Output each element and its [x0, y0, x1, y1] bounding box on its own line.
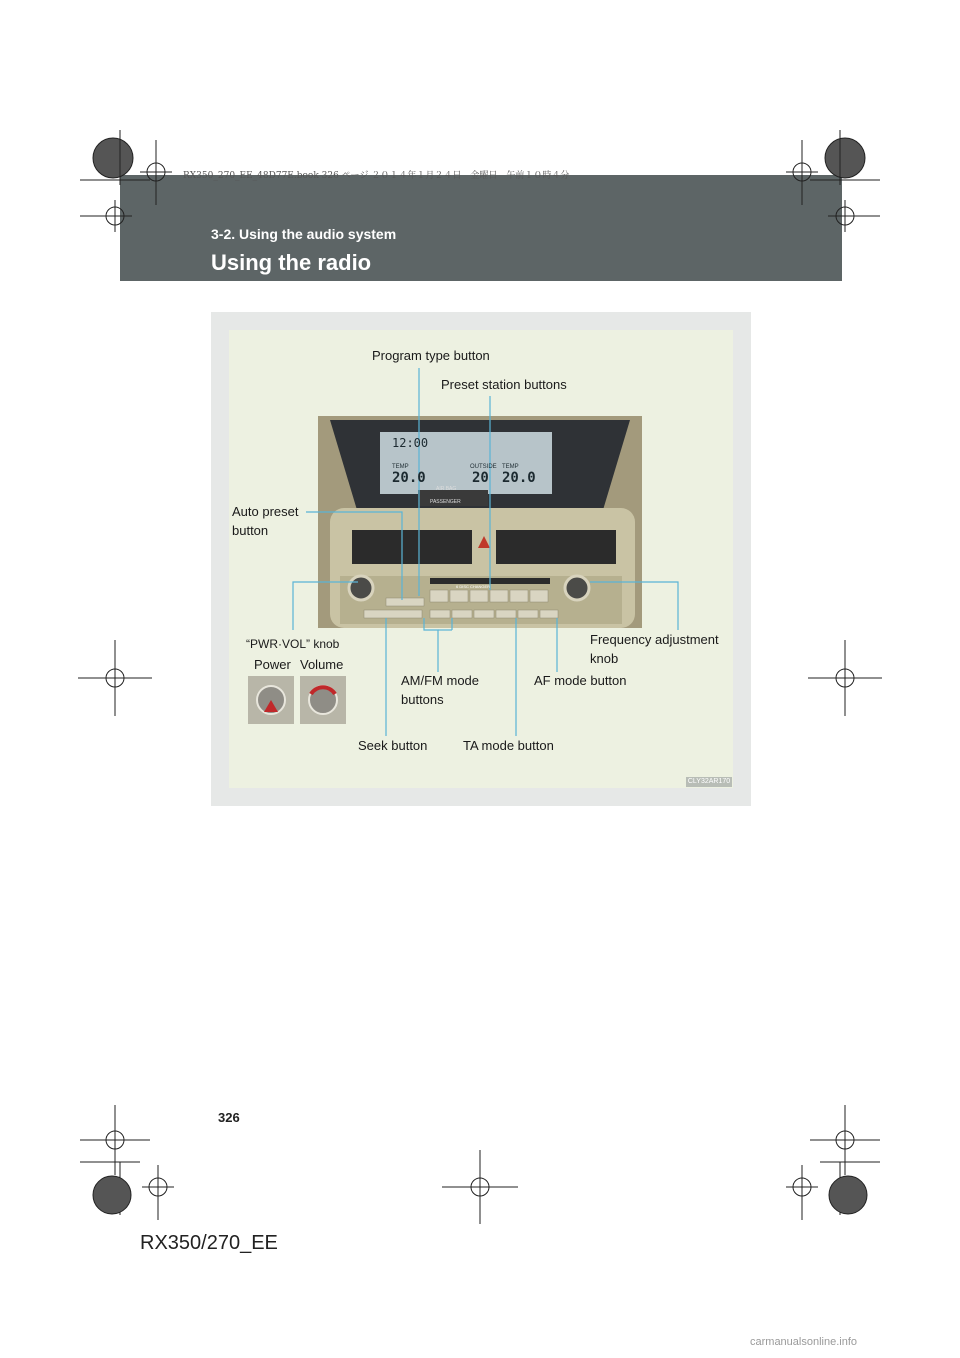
label-af-mode-button: AF mode button	[534, 673, 627, 688]
lcd-temp-right: 20.0	[502, 470, 536, 486]
page-title: Using the radio	[211, 250, 372, 275]
lcd-temp-left: 20.0	[392, 470, 426, 486]
label-pwr-vol-knob: “PWR·VOL” knob	[246, 637, 340, 651]
label-amfm-line1: AM/FM mode	[401, 673, 480, 688]
label-seek-button: Seek button	[358, 738, 428, 753]
label-power: Power	[254, 657, 291, 672]
tune-knob-photo	[565, 576, 589, 600]
registration-marks	[78, 130, 882, 1224]
passenger-label: PASSENGER	[430, 499, 461, 505]
label-frequency-line1: Frequency adjustment	[590, 632, 719, 647]
pwr-vol-knob-photo	[349, 576, 373, 600]
section-heading: 3-2. Using the audio system	[211, 226, 397, 242]
label-ta-mode-button: TA mode button	[463, 738, 554, 753]
lcd-clock: 12:00	[392, 436, 429, 450]
label-amfm-line2: buttons	[401, 692, 444, 707]
label-auto-preset-line1: Auto preset	[232, 504, 299, 519]
air-bag-label: AIR BAG	[436, 486, 457, 492]
model-code: RX350/270_EE	[140, 1232, 278, 1254]
book-info-line: RX350_270_EE_48D77E.book 326 ページ ２０１４年１月２４日 金曜日 午前１０時４分	[183, 171, 570, 181]
lcd-outside-label: OUTSIDE	[470, 464, 497, 470]
label-preset-station-buttons: Preset station buttons	[441, 377, 567, 392]
label-auto-preset-line2: button	[232, 523, 269, 538]
label-frequency-line2: knob	[590, 651, 619, 666]
lcd-temp-label-right: TEMP	[502, 464, 519, 470]
figure-code: CLY32AR170	[687, 778, 731, 785]
right-air-vent	[496, 530, 616, 564]
lcd-temp-label-left: TEMP	[392, 464, 409, 470]
page-number: 326	[218, 1110, 240, 1125]
label-program-type-button: Program type button	[372, 348, 490, 363]
changer-label: 6 DISC CHANGER	[456, 584, 491, 589]
watermark: carmanualsonline.info	[750, 1336, 858, 1348]
label-volume: Volume	[300, 657, 344, 672]
lcd-temp-mid: 20	[472, 470, 489, 486]
left-air-vent	[352, 530, 472, 564]
